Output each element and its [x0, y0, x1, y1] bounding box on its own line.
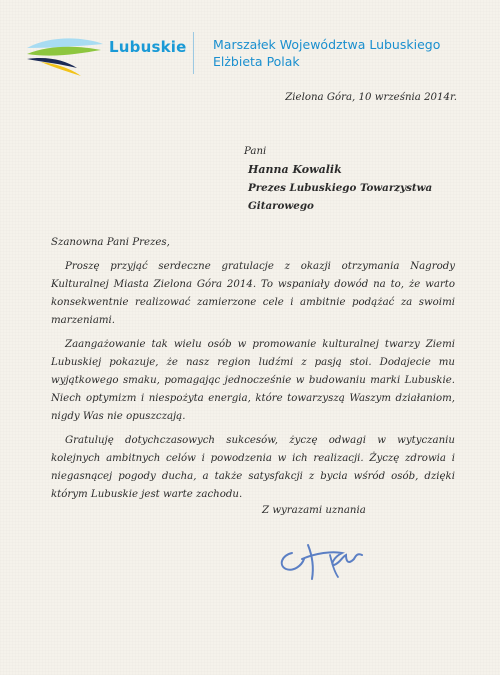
office-line-1: Marszałek Województwa Lubuskiego [213, 37, 441, 52]
place-date: Zielona Góra, 10 września 2014r. [285, 92, 457, 103]
letterhead [25, 30, 485, 80]
paragraph-1: Proszę przyjąć serdeczne gratulacje z okazji otrzymania Nagrody Kulturalnej Miasta Zielona Góra 2014. To wspaniały dowód na to, że warto konsekwentnie realizować zamierzone cele i ambitnie podążać za swoimi marzeniami. [51, 261, 455, 326]
office-line-2: Elżbieta Polak [213, 54, 300, 69]
closing: Z wyrazami uznania [262, 505, 366, 516]
recipient-name: Hanna Kowalik [248, 163, 342, 176]
lubuskie-logo-icon [25, 34, 105, 78]
paragraph-3: Gratuluję dotychczasowych sukcesów, życzę odwagi w wytyczaniu kolejnych ambitnych celów i powodzenia w ich realizacji. Życzę zdrowia i niegasnącej pogody ducha, a także satysfakcji z bycia wśród osób, dzięki którym Lubuskie jest warte zachodu. [51, 435, 455, 500]
salutation: Szanowna Pani Prezes, [51, 237, 170, 248]
recipient-title: Pani [244, 146, 267, 157]
header-divider [193, 32, 194, 74]
handwritten-signature-icon [272, 535, 387, 590]
letter-body [51, 234, 455, 510]
paragraph-2: Zaangażowanie tak wielu osób w promowanie kulturalnej twarzy Ziemi Lubuskiej pokazuje, że nasz region ludźmi z pasją stoi. Dodajecie mu wyjątkowego smaku, pomagając jednocześnie w budowaniu marki Lubuskie. Niech optymizm i niespożyta energia, które towarzyszą Waszym działaniom, nigdy Was nie opuszczają. [51, 339, 455, 422]
brand-name: Lubuskie [109, 38, 187, 56]
recipient-block [244, 143, 500, 215]
recipient-role: Prezes Lubuskiego Towarzystwa Gitarowego [248, 182, 433, 212]
office-title [213, 36, 440, 70]
